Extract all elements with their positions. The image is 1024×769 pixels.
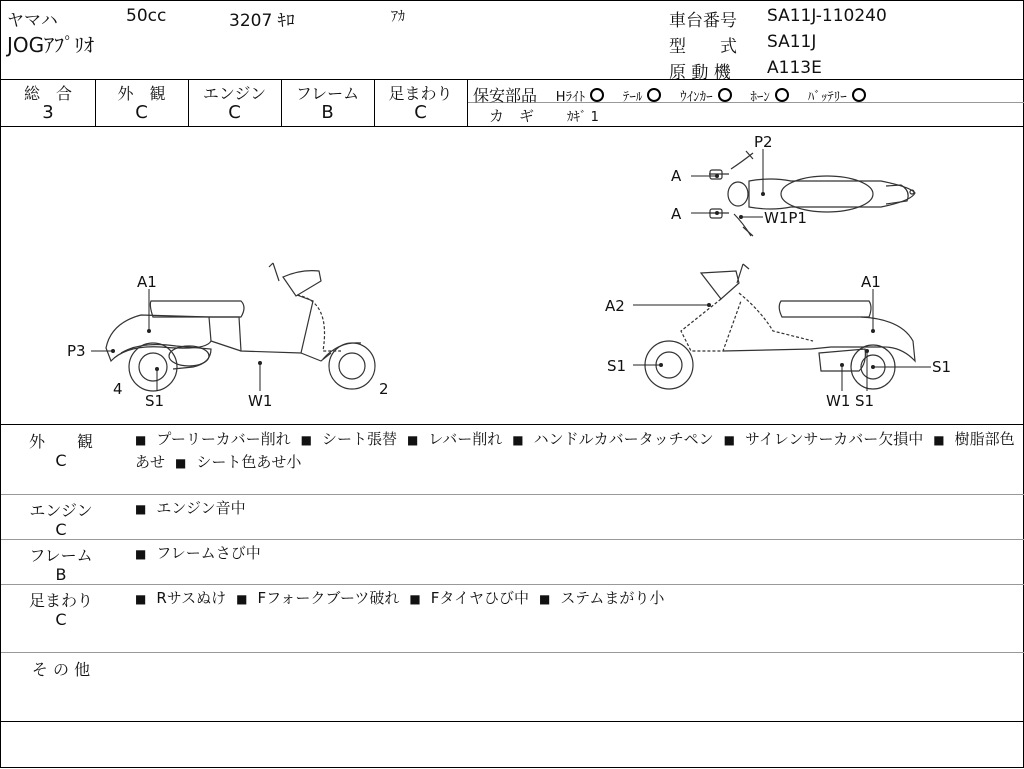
- remark-item: エンジン音中: [156, 499, 246, 517]
- divider: [1, 494, 1024, 495]
- bullet-square-icon: ■: [236, 592, 248, 606]
- label-left-s1: S1: [145, 392, 165, 410]
- model-name: JOGｱﾌﾟﾘｵ: [7, 33, 95, 57]
- maker: ヤマハ: [7, 11, 58, 31]
- safety-item-headlight: Hﾗｲﾄ: [556, 90, 604, 105]
- grade-exterior-label: 外 観: [117, 84, 166, 103]
- grade-frame-label: フレーム: [295, 84, 360, 103]
- remark-item: ハンドルカバータッチペン: [533, 430, 714, 448]
- safety-parts-label: 保安部品: [473, 86, 538, 105]
- section-remarks: [135, 428, 1015, 474]
- scooter-top-view: [709, 151, 915, 236]
- section-grade: B: [55, 565, 67, 584]
- label-right-a2: A2: [605, 297, 625, 315]
- label-top-a1: A: [671, 167, 682, 185]
- label-left-2: 2: [379, 380, 389, 398]
- displacement: 50cc: [126, 6, 167, 26]
- key-value: ｶｷﾞ 1: [567, 110, 599, 125]
- bullet-square-icon: ■: [409, 592, 421, 606]
- label-left-a1: A1: [137, 273, 157, 291]
- divider: [1, 424, 1024, 425]
- grade-suspension-label: 足まわり: [388, 84, 453, 103]
- remark-item: シート張替: [321, 430, 397, 448]
- remark-item: 樹脂部色あせ: [135, 430, 1015, 471]
- label-right-a1: A1: [861, 273, 881, 291]
- grade-engine-label: エンジン: [202, 84, 267, 103]
- grade-suspension-value: C: [414, 102, 427, 123]
- remark-item: Rサスぬけ: [156, 589, 227, 607]
- bullet-square-icon: ■: [406, 433, 419, 447]
- bullet-square-icon: ■: [539, 592, 551, 606]
- mileage: 3207 ｷﾛ: [229, 11, 295, 31]
- section-label: 外 観: [28, 432, 93, 451]
- section-label: そ の 他: [31, 660, 91, 679]
- bullet-square-icon: ■: [933, 433, 945, 447]
- bullet-square-icon: ■: [135, 547, 147, 561]
- frame-no: SA11J-110240: [767, 6, 887, 26]
- color: ｱｶ: [391, 9, 405, 25]
- label-left-w1: W1: [248, 392, 273, 410]
- remark-item: シート色あせ小: [196, 453, 302, 471]
- divider: [1, 652, 1024, 653]
- type-label: 型 式: [669, 37, 737, 57]
- key-label: カ ギ: [489, 107, 535, 125]
- section-grade: C: [55, 520, 67, 539]
- divider: [1, 584, 1024, 585]
- bullet-square-icon: ■: [135, 433, 147, 447]
- label-top-a2: A: [671, 205, 682, 223]
- section-remarks: [135, 587, 1015, 610]
- label-right-s1-bottom: S1: [855, 392, 875, 410]
- frame-no-label: 車台番号: [669, 11, 737, 31]
- remark-item: ステムまがり小: [560, 589, 665, 607]
- remark-item: プーリーカバー削れ: [156, 430, 291, 448]
- grade-engine-value: C: [228, 102, 241, 123]
- safety-item-horn: ﾎｰﾝ: [750, 90, 789, 105]
- engine-value: A113E: [767, 58, 822, 78]
- section-label: フレーム: [29, 546, 93, 565]
- bullet-square-icon: ■: [300, 433, 312, 447]
- remark-item: Fタイヤひび中: [430, 589, 530, 607]
- remark-item: サイレンサーカバー欠損中: [744, 430, 924, 448]
- label-right-w1: W1: [826, 392, 851, 410]
- grade-exterior-value: C: [135, 102, 148, 123]
- engine-label: 原 動 機: [669, 63, 731, 83]
- label-top-w1p1: W1P1: [764, 209, 807, 227]
- divider: [1, 539, 1024, 540]
- label-right-s1-front: S1: [607, 357, 627, 375]
- grade-frame-value: B: [321, 102, 334, 123]
- remark-item: レバー削れ: [428, 430, 503, 448]
- section-remarks: [135, 542, 1015, 565]
- section-label: エンジン: [29, 501, 93, 520]
- label-right-s1-rear: S1: [932, 358, 952, 376]
- bullet-square-icon: ■: [135, 592, 147, 606]
- bullet-square-icon: ■: [723, 433, 735, 447]
- label-top-p2: P2: [754, 133, 773, 151]
- section-grade: C: [55, 610, 67, 629]
- bullet-square-icon: ■: [512, 433, 524, 447]
- scooter-diagram: [1, 1, 1024, 769]
- bullet-square-icon: ■: [135, 502, 147, 516]
- label-left-p3: P3: [67, 342, 86, 360]
- grade-overall-value: 3: [42, 102, 54, 123]
- safety-item-tail: ﾃｰﾙ: [623, 90, 662, 105]
- remark-item: Fフォークブーツ破れ: [257, 589, 400, 607]
- divider: [1, 721, 1024, 722]
- section-grade: C: [55, 451, 67, 470]
- label-left-4: 4: [113, 380, 123, 398]
- bullet-square-icon: ■: [175, 456, 187, 470]
- remark-item: フレームさび中: [156, 544, 261, 562]
- section-remarks: [135, 497, 1015, 520]
- grade-overall-label: 総 合: [23, 84, 72, 103]
- safety-item-battery: ﾊﾞｯﾃﾘｰ: [808, 90, 866, 105]
- section-label: 足まわり: [28, 591, 93, 610]
- safety-item-winker: ｳｲﾝｶｰ: [680, 90, 732, 105]
- type-value: SA11J: [767, 32, 817, 52]
